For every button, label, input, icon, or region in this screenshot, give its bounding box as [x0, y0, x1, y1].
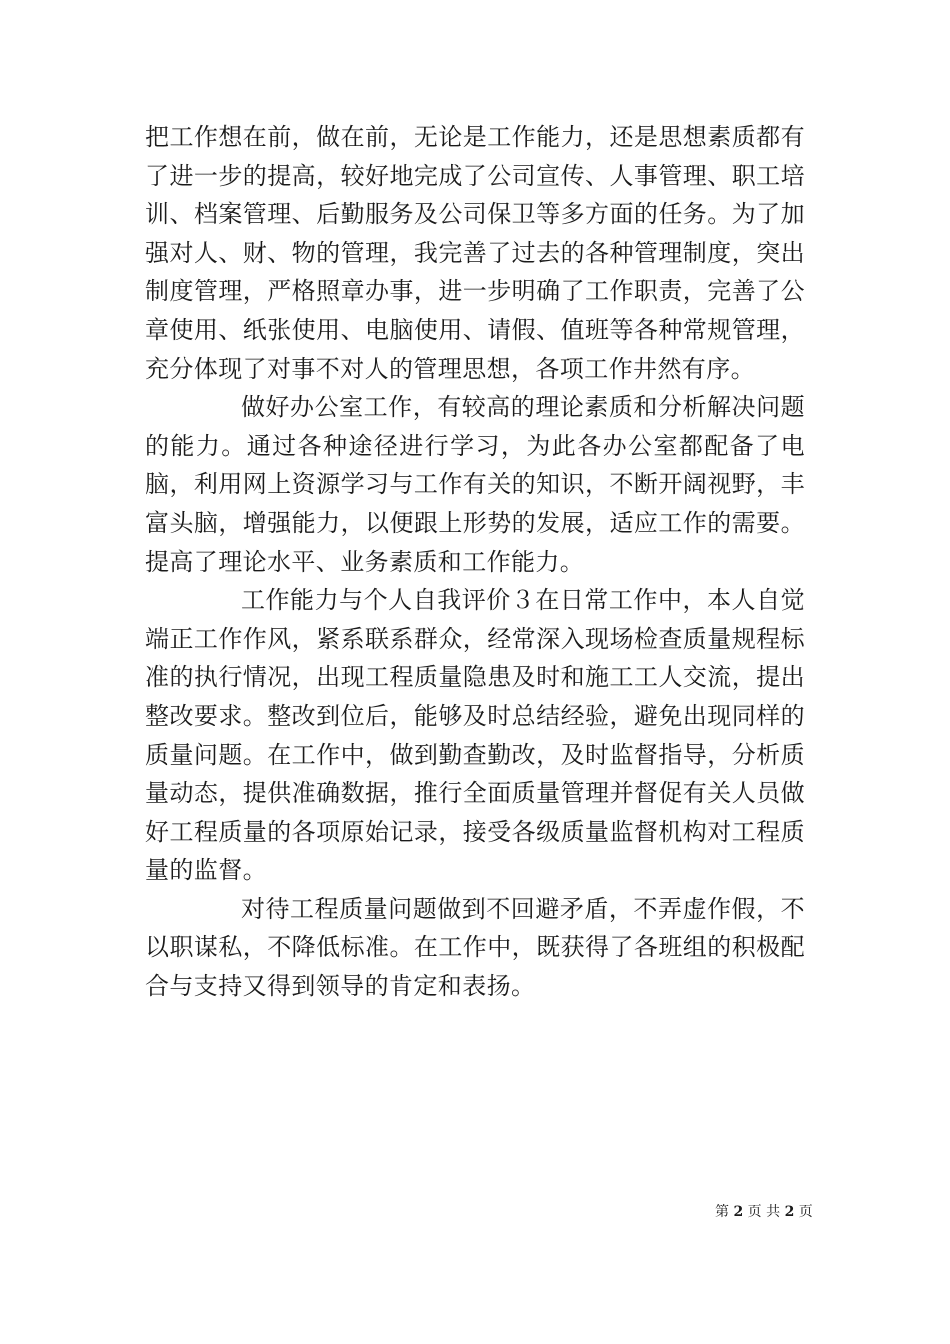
footer-middle: 页 共 — [747, 1204, 781, 1220]
body-text — [145, 118, 805, 1006]
paragraph-1: 把工作想在前，做在前，无论是工作能力，还是思想素质都有了进一步的提高，较好地完成了公司宣传、人事管理、职工培训、档案管理、后勤服务及公司保卫等多方面的任务。为了加强对人、财、物的管理，我完善了过去的各种管理制度，突出制度管理，严格照章办事，进一步明确了工作职责，完善了公章使用、纸张使用、电脑使用、请假、值班等各种常规管理，充分体现了对事不对人的管理思想，各项工作井然有序。 — [145, 123, 805, 383]
paragraph-2: 做好办公室工作，有较高的理论素质和分析解决问题的能力。通过各种途径进行学习，为此各办公室都配备了电脑，利用网上资源学习与工作有关的知识，不断开阔视野，丰富头脑，增强能力，以便跟上形势的发展，适应工作的需要。提高了理论水平、业务素质和工作能力。 — [145, 393, 805, 576]
footer-total-pages: 2 — [784, 1204, 795, 1220]
page-footer — [715, 1203, 813, 1221]
footer-suffix: 页 — [798, 1204, 813, 1220]
footer-page-number: 2 — [733, 1204, 744, 1220]
footer-prefix: 第 — [715, 1204, 729, 1220]
paragraph-4: 对待工程质量问题做到不回避矛盾，不弄虚作假，不以职谋私，不降低标准。在工作中，既获得了各班组的积极配合与支持又得到领导的肯定和表扬。 — [145, 894, 805, 1001]
paragraph-3: 工作能力与个人自我评价３在日常工作中，本人自觉端正工作作风，紧系联系群众，经常深入现场检查质量规程标准的执行情况，出现工程质量隐患及时和施工工人交流，提出整改要求。整改到位后，能够及时总结经验，避免出现同样的质量问题。在工作中，做到勤查勤改，及时监督指导，分析质量动态，提供准确数据，推行全面质量管理并督促有关人员做好工程质量的各项原始记录，接受各级质量监督机构对工程质量的监督。 — [145, 586, 805, 885]
